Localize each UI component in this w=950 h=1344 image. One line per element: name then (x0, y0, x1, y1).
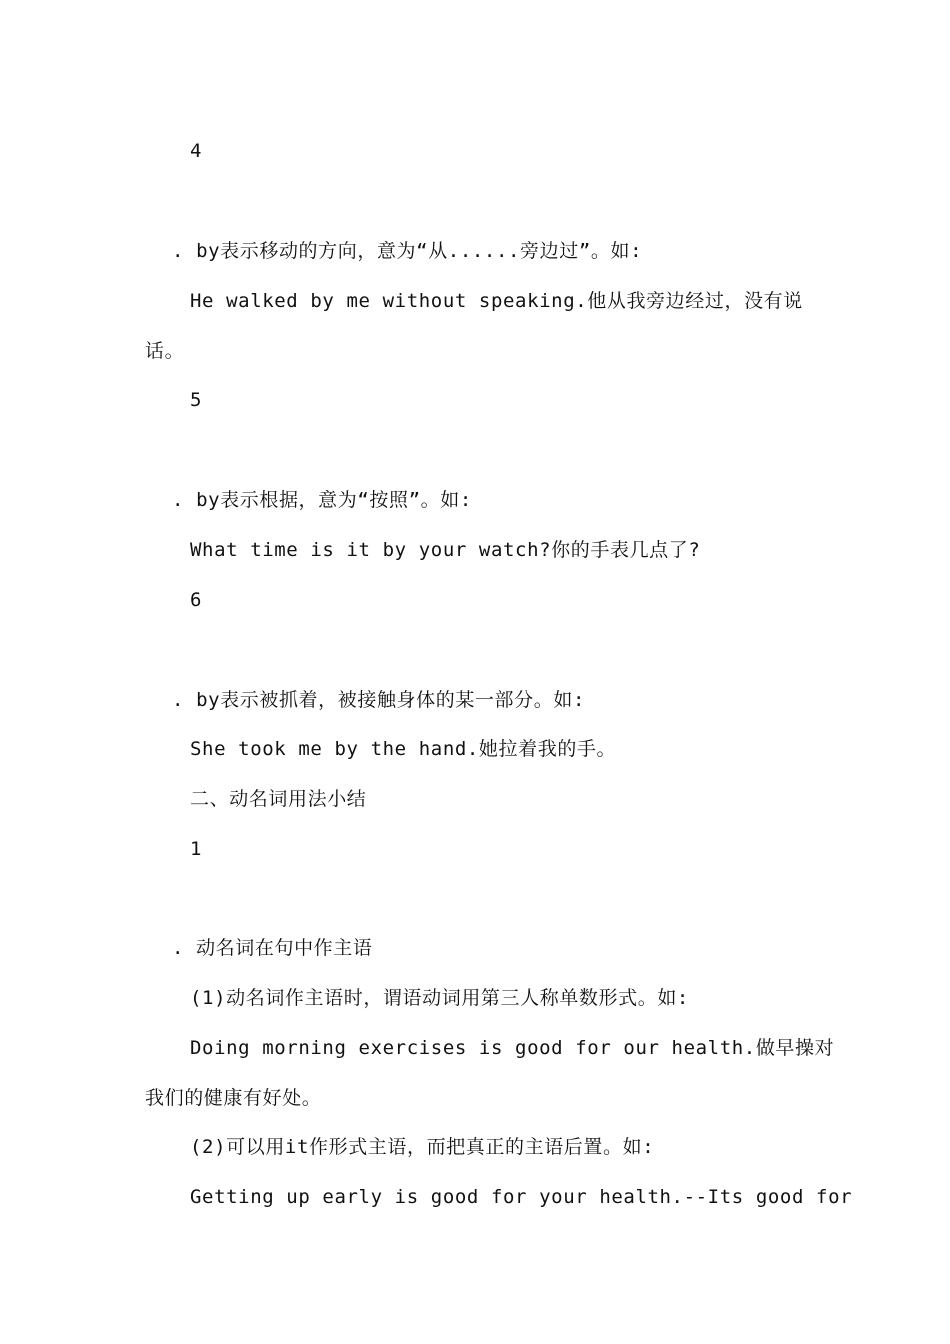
example-sentence: Getting up early is good for your health.--Its good for (190, 1186, 853, 1208)
example-sentence-continued: 我们的健康有好处。 (145, 1087, 322, 1109)
rule-heading: . 动名词在句中作主语 (172, 937, 373, 959)
example-sentence: Doing morning exercises is good for our health.做早操对 (190, 1037, 835, 1059)
rule-heading: . by表示根据，意为“按照”。如: (172, 489, 472, 511)
section-heading: 二、动名词用法小结 (190, 788, 367, 810)
example-sentence: She took me by the hand.她拉着我的手。 (190, 738, 617, 760)
sub-rule: (1)动名词作主语时，谓语动词用第三人称单数形式。如: (190, 987, 689, 1009)
rule-heading: . by表示移动的方向，意为“从......旁边过”。如: (172, 240, 643, 262)
rule-heading: . by表示被抓着，被接触身体的某一部分。如: (172, 689, 585, 711)
list-number: 4 (190, 140, 203, 162)
example-sentence: He walked by me without speaking.他从我旁边经过，没有说 (190, 290, 803, 312)
sub-rule: (2)可以用it作形式主语，而把真正的主语后置。如: (190, 1136, 655, 1158)
list-number: 1 (190, 838, 203, 860)
list-number: 5 (190, 389, 203, 411)
example-sentence: What time is it by your watch?你的手表几点了? (190, 539, 701, 561)
list-number: 6 (190, 589, 203, 611)
example-sentence-continued: 话。 (145, 340, 185, 362)
